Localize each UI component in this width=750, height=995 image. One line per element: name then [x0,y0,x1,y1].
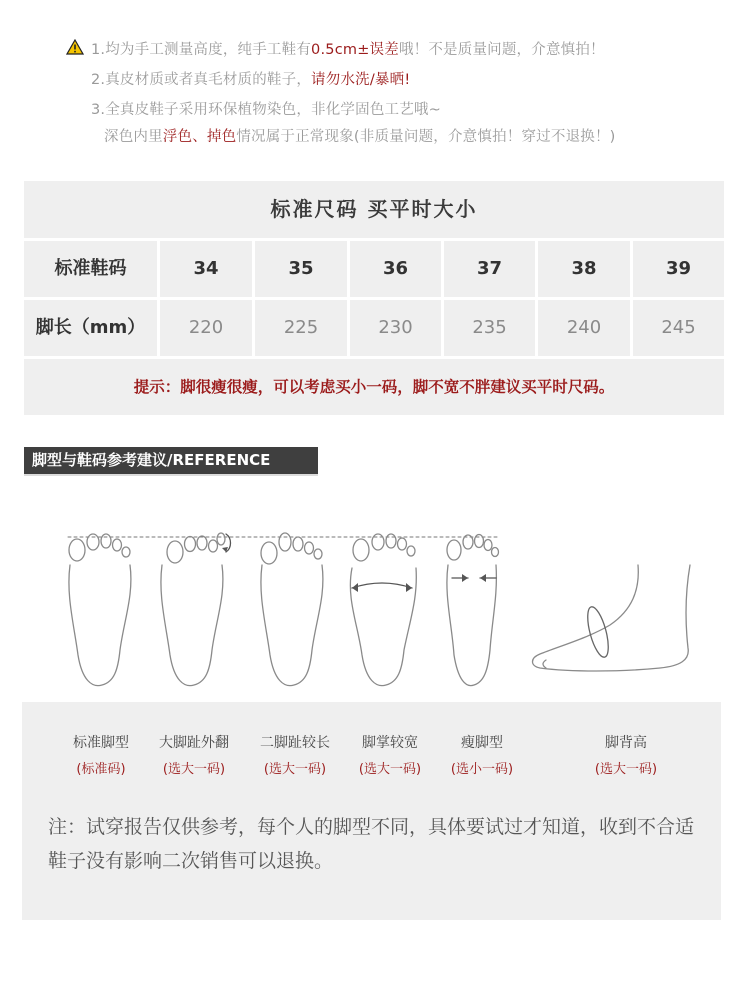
size-cell: 34 [160,241,252,297]
foot-type-standard [51,732,151,777]
size-cell: 37 [444,241,535,297]
shoe-size-label: 标准鞋码 [24,241,157,297]
size-cell: 36 [350,241,441,297]
bunion-foot-icon [161,533,231,686]
notice-text: 哦！不是质量问题，介意慎拍！ [398,42,605,58]
notice-highlight: 浮色、掉色 [162,129,237,145]
notice-text: 深色内里 [104,129,163,145]
length-cell: 220 [160,300,252,356]
foot-type-name: 大脚趾外翻 [159,735,229,751]
size-cell: 35 [255,241,347,297]
size-cell: 39 [633,241,724,297]
foot-type-slim [432,732,532,777]
foot-length-row [24,300,724,356]
foot-type-advice: (标准码) [76,762,126,777]
foot-type-name: 二脚趾较长 [260,735,330,751]
notice-line-2 [91,68,410,89]
notice-line-3 [91,98,441,119]
foot-type-advice: (选大一码) [263,762,327,777]
wide-foot-icon [350,534,416,686]
foot-type-name: 脚掌较宽 [362,735,418,751]
size-cell: 38 [538,241,630,297]
size-table-title: 标准尺码 买平时大小 [24,181,724,238]
length-cell: 225 [255,300,347,356]
length-cell: 235 [444,300,535,356]
length-cell: 240 [538,300,630,356]
notice-line-1 [91,38,605,59]
notice-text: 2.真皮材质或者真毛材质的鞋子， [91,72,312,88]
length-cell: 230 [350,300,441,356]
slim-foot-icon [447,535,499,686]
foot-type-illustration [40,520,720,700]
foot-type-name: 瘦脚型 [461,735,503,751]
reference-banner: 脚型与鞋码参考建议/REFERENCE [24,447,318,474]
divider [24,474,318,476]
foot-length-label: 脚长（mm） [24,300,157,356]
foot-type-advice: (选大一码) [358,762,422,777]
high-instep-foot-icon [533,565,691,671]
size-tip: 提示：脚很瘦很瘦，可以考虑买小一码，脚不宽不胖建议买平时尺码。 [24,359,724,415]
notice-highlight: 0.5cm±误差 [311,42,399,58]
foot-type-advice: (选大一码) [594,762,658,777]
foot-type-high-instep [576,732,676,777]
notice-line-4 [104,125,616,146]
foot-type-bunion [144,732,244,777]
warning-icon [66,39,84,55]
length-cell: 245 [633,300,724,356]
notice-text: 1.均为手工测量高度，纯手工鞋有 [91,42,312,58]
foot-type-advice: (选大一码) [162,762,226,777]
foot-type-name: 标准脚型 [73,735,129,751]
standard-foot-icon [69,534,131,686]
foot-type-advice: (选小一码) [450,762,514,777]
notice-text: 情况属于正常现象(非质量问题，介意慎拍！穿过不退换！) [236,129,616,145]
foot-type-name: 脚背高 [605,735,647,751]
fitting-note: 注：试穿报告仅供参考，每个人的脚型不同，具体要试过才知道，收到不合适鞋子没有影响二次销售可以退换。 [48,816,695,872]
foot-type-long-second-toe [245,732,345,777]
notice-text: 3.全真皮鞋子采用环保植物染色，非化学固色工艺哦~ [91,102,441,118]
reference-note-panel [22,702,721,920]
shoe-size-row [24,241,724,297]
notice-highlight: 请勿水洗/暴晒! [311,72,411,88]
foot-type-wide [340,732,440,777]
long-second-toe-foot-icon [261,533,323,686]
